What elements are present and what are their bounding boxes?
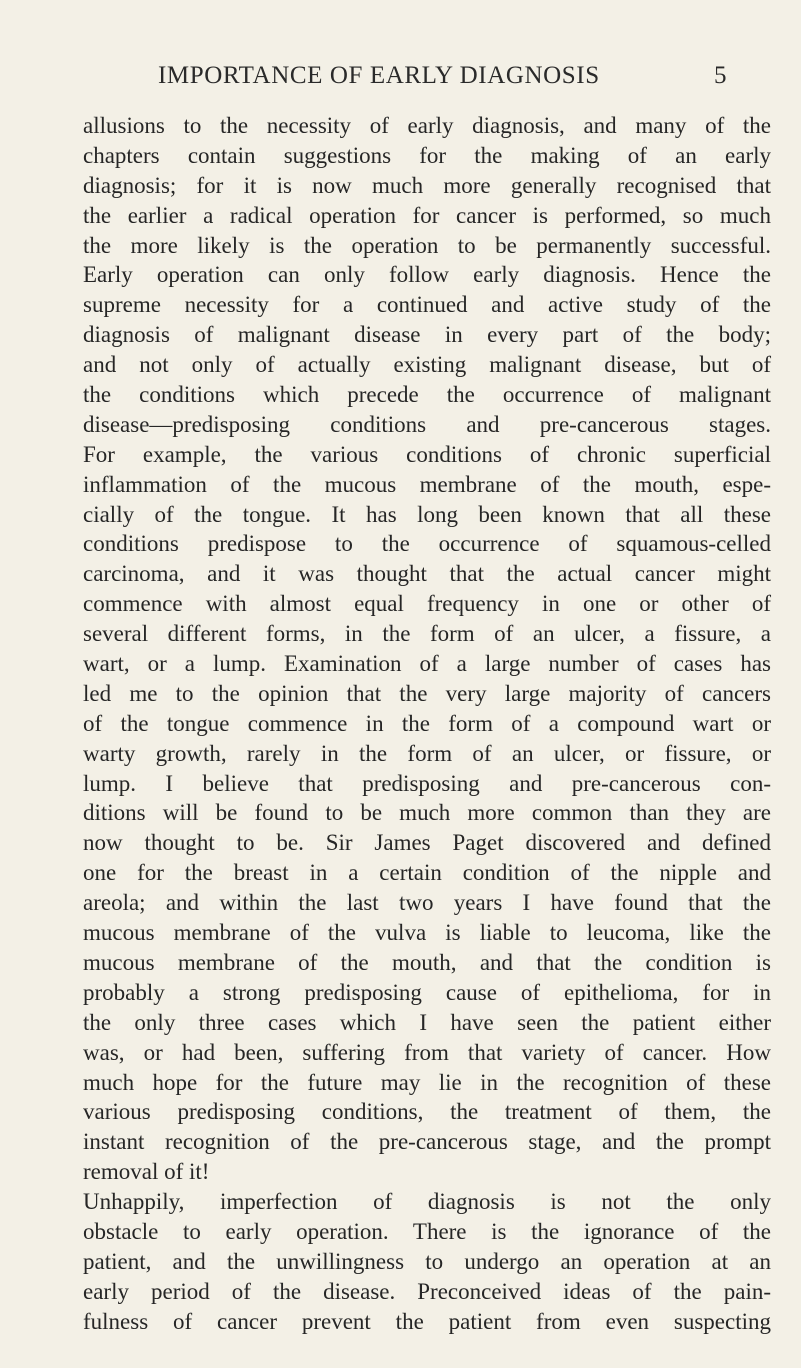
text-line: early period of the disease. Preconceived ideas of the pain- — [83, 1278, 771, 1304]
text-line: cially of the tongue. It has long been known that all these — [83, 501, 771, 527]
text-line: the more likely is the operation to be permanently successful. — [83, 232, 771, 258]
text-line: the earlier a radical operation for cancer is performed, so much — [83, 202, 771, 228]
text-line-paragraph-start: Unhappily, imperfection of diagnosis is not the only — [83, 1189, 771, 1215]
text-line: much hope for the future may lie in the recognition of these — [83, 1069, 771, 1095]
text-line: mucous membrane of the mouth, and that the condition is — [83, 949, 771, 975]
text-line: allusions to the necessity of early diagnosis, and many of the — [83, 113, 771, 138]
text-line: mucous membrane of the vulva is liable to leucoma, like the — [83, 920, 771, 946]
text-line-paragraph-end: removal of it! — [83, 1159, 210, 1185]
text-line: and not only of actually existing malignant disease, but of — [83, 352, 771, 378]
running-title: IMPORTANCE OF EARLY DIAGNOSIS — [158, 62, 600, 89]
text-line: now thought to be. Sir James Paget discovered and defined — [83, 830, 771, 856]
text-line: conditions predispose to the occurrence of squamous-celled — [83, 531, 771, 557]
text-line: wart, or a lump. Examination of a large number of cases has — [83, 651, 771, 677]
text-line: of the tongue commence in the form of a compound wart or — [83, 710, 771, 736]
text-line: the conditions which precede the occurrence of malignant — [83, 382, 771, 408]
text-line: For example, the various conditions of chronic superficial — [83, 441, 771, 467]
text-line: diagnosis of malignant disease in every part of the body; — [83, 322, 771, 348]
text-line: led me to the opinion that the very large majority of cancers — [83, 680, 771, 706]
text-line: warty growth, rarely in the form of an ulcer, or fissure, or — [83, 740, 771, 766]
text-line: Early operation can only follow early diagnosis. Hence the — [83, 262, 771, 288]
text-line: the only three cases which I have seen the patient either — [83, 1009, 771, 1035]
text-line: was, or had been, suffering from that variety of cancer. How — [83, 1039, 771, 1065]
text-line: obstacle to early operation. There is the ignorance of the — [83, 1218, 771, 1244]
text-line: areola; and within the last two years I have found that the — [83, 890, 771, 916]
running-head — [0, 62, 801, 96]
text-line: supreme necessity for a continued and active study of the — [83, 292, 771, 318]
text-line: probably a strong predisposing cause of epithelioma, for in — [83, 979, 771, 1005]
text-line: inflammation of the mucous membrane of the mouth, espe- — [83, 471, 771, 497]
text-line: fulness of cancer prevent the patient from even suspecting — [83, 1308, 771, 1334]
text-line: instant recognition of the pre-cancerous stage, and the prompt — [83, 1129, 771, 1155]
text-line: patient, and the unwillingness to undergo an operation at an — [83, 1248, 771, 1274]
text-line: several different forms, in the form of an ulcer, a fissure, a — [83, 621, 771, 647]
text-line: disease—predisposing conditions and pre-cancerous stages. — [83, 411, 771, 437]
text-line: various predisposing conditions, the treatment of them, the — [83, 1099, 771, 1125]
text-line: one for the breast in a certain condition of the nipple and — [83, 860, 771, 886]
text-line: commence with almost equal frequency in one or other of — [83, 591, 771, 617]
page-number: 5 — [714, 62, 728, 89]
text-line: chapters contain suggestions for the making of an early — [83, 142, 771, 168]
text-line: ditions will be found to be much more common than they are — [83, 800, 771, 826]
text-line: carcinoma, and it was thought that the actual cancer might — [83, 561, 771, 587]
text-line: lump. I believe that predisposing and pre-cancerous con- — [83, 770, 771, 796]
body-text — [83, 111, 771, 1337]
text-line: diagnosis; for it is now much more generally recognised that — [83, 172, 771, 198]
